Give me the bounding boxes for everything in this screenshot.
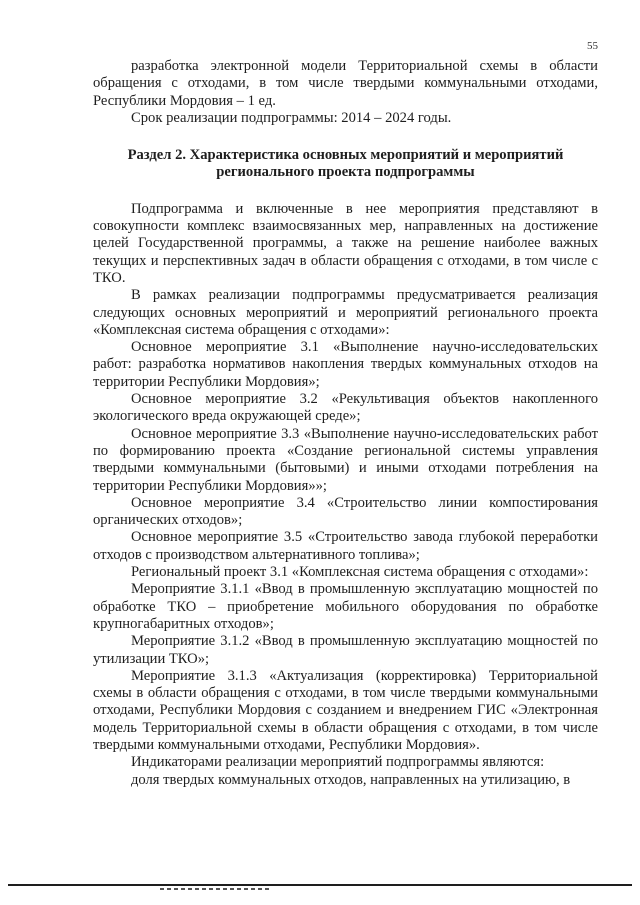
paragraph-top-1: разработка электронной модели Территориальной схемы в области обращения с отходами, в том числе твердыми коммунальными отходами, Республики Мордовия – 1 ед.: [93, 58, 598, 109]
paragraph-body-13: доля твердых коммунальных отходов, направленных на утилизацию, в: [131, 771, 571, 788]
document-body: [93, 58, 598, 789]
paragraph-body-10: Мероприятие 3.1.2 «Ввод в промышленную эксплуатацию мощностей по утилизации ТКО»;: [93, 633, 598, 667]
page-number: 55: [587, 40, 598, 52]
paragraph-body-4: Основное мероприятие 3.2 «Рекультивация объектов накопленного экологического вреда окружающей среде»;: [93, 391, 598, 425]
paragraph-top-2: Срок реализации подпрограммы: 2014 – 2024 годы.: [131, 109, 452, 126]
paragraph-body-3: Основное мероприятие 3.1 «Выполнение научно-исследовательских работ: разработка нормативов накопления твердых коммунальных отходов на территории Республики Мордовия»;: [93, 339, 598, 390]
footer-rule: [8, 884, 632, 886]
paragraph-body-1: Подпрограмма и включенные в нее мероприятия представляют в совокупности комплекс взаимосвязанных мер, направленных на достижение целей Государственной программы, а также на решение наиболее важных текущих и перспективных задач в области обращения с отходами, в том числе с ТКО.: [93, 200, 598, 286]
paragraph-body-9: Мероприятие 3.1.1 «Ввод в промышленную эксплуатацию мощностей по обработке ТКО – приобретение мобильного оборудования по обработке крупногабаритных отходов»;: [93, 581, 598, 632]
paragraph-body-2: В рамках реализации подпрограммы предусматривается реализация следующих основных мероприятий и мероприятий регионального проекта «Комплексная система обращения с отходами»:: [93, 287, 598, 338]
paragraph-body-7: Основное мероприятие 3.5 «Строительство завода глубокой переработки отходов с производством альтернативного топлива»;: [93, 529, 598, 563]
section-title: Раздел 2. Характеристика основных мероприятий и мероприятий регионального проекта подпрограммы: [127, 147, 564, 181]
footer-scan-mark: [160, 888, 270, 890]
paragraph-body-5: Основное мероприятие 3.3 «Выполнение научно-исследовательских работ по формированию проекта «Создание региональной системы управления твердыми коммунальными (бытовыми) и иными отходами потребления на территории Республики Мордовия»»;: [93, 425, 598, 494]
paragraph-body-11: Мероприятие 3.1.3 «Актуализация (корректировка) Территориальной схемы в области обращения с отходами, в том числе твердыми коммунальными отходами, Республики Мордовия с созданием и внедрением ГИС «Электронная модель Территориальной схемы в области обращения с отходами, в том числе твердыми коммунальными отходами, Республики Мордовия».: [93, 667, 598, 753]
paragraph-body-12: Индикаторами реализации мероприятий подпрограммы являются:: [131, 754, 545, 771]
paragraph-body-6: Основное мероприятие 3.4 «Строительство линии компостирования органических отходов»;: [93, 494, 598, 529]
paragraph-body-8: Региональный проект 3.1 «Комплексная система обращения с отходами»:: [131, 564, 589, 581]
